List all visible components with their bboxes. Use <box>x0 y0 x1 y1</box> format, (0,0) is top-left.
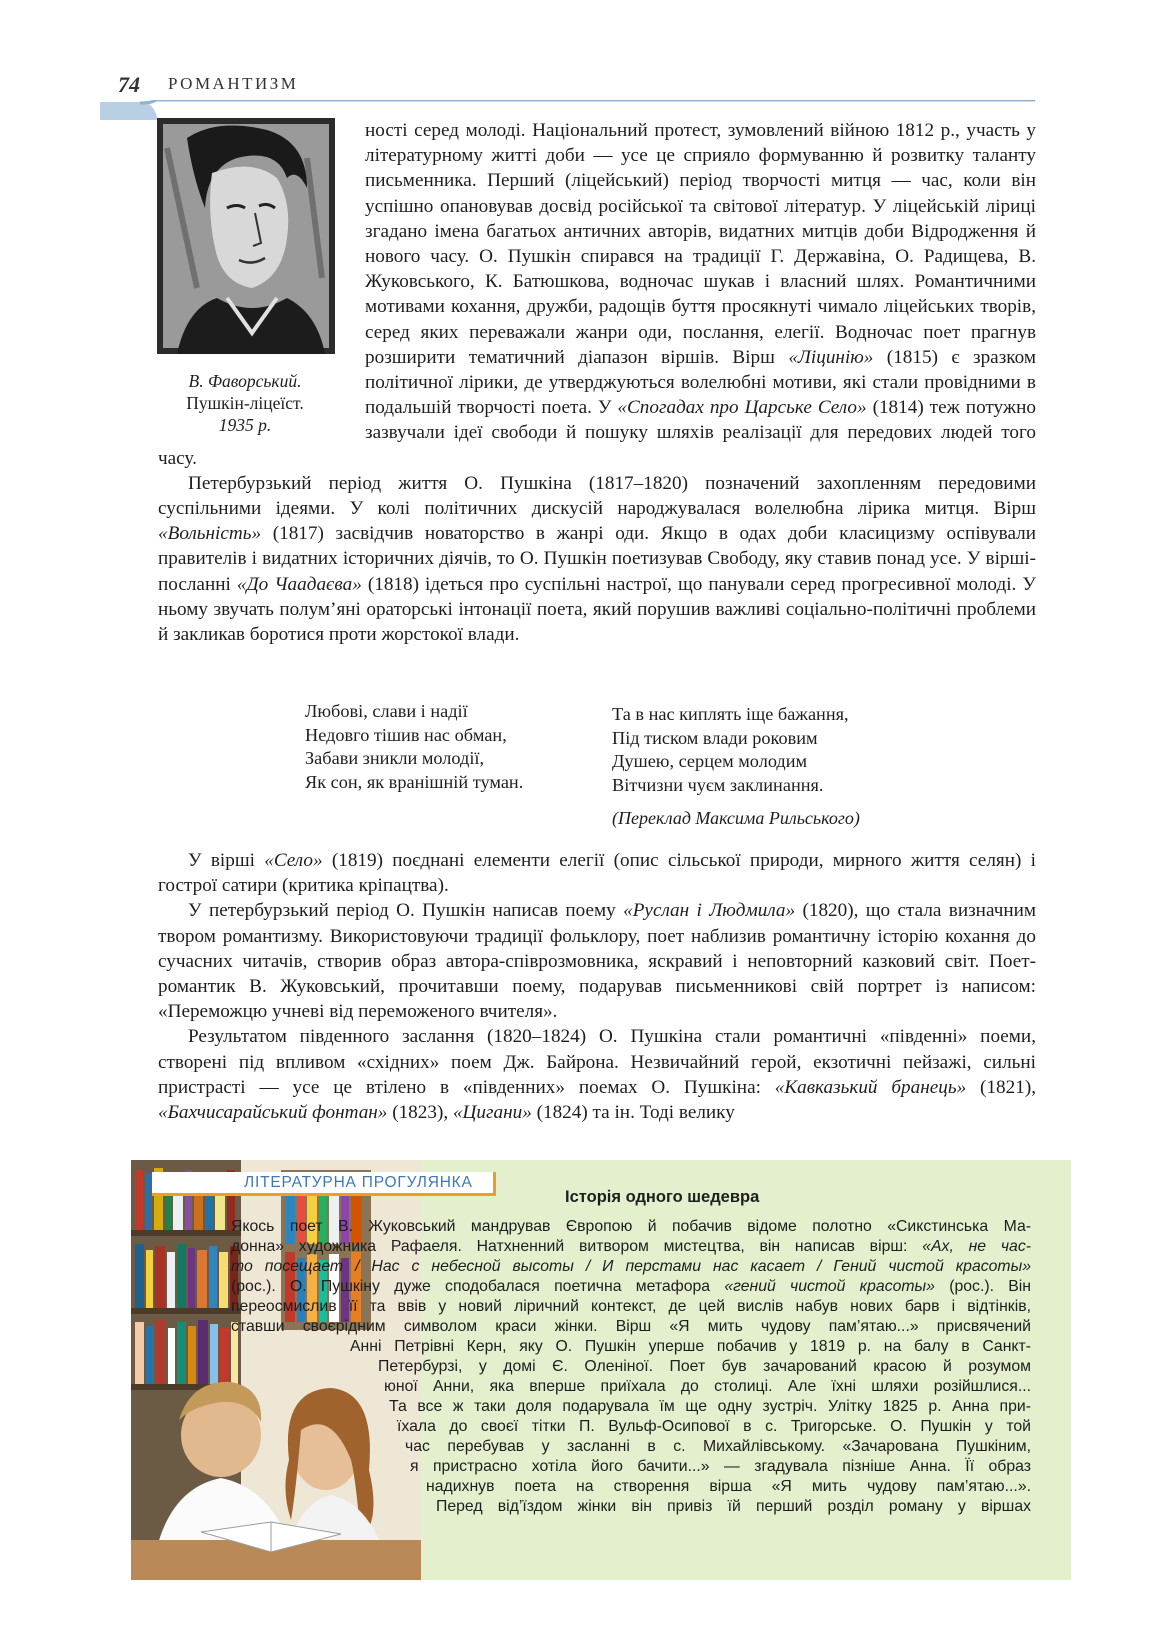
running-title: РОМАНТИЗМ <box>168 74 299 93</box>
box-text-line: Петербурзі, у домі Є. Оленіної. Поет був зачарований красою й розумом <box>378 1358 1031 1375</box>
caption-author: В. Фаворський. <box>188 371 302 391</box>
box-text-line: (рос.). О. Пушкіну дуже сподобалася поетична метафора «гений чистой красоты» (рос.). Він <box>231 1278 1031 1295</box>
main-text-upper <box>158 118 1036 647</box>
poem-line: Та в нас киплять іще бажання, <box>612 704 849 724</box>
section-label-literary-walk: ЛІТЕРАТУРНА ПРОГУЛЯНКА <box>152 1172 496 1196</box>
paragraph-selo: У вірші «Село» (1819) поєднані елементи елегії (опис сільської природи, мирного життя селян) і гострої сатири (критика кріпацтва). <box>158 850 1036 897</box>
box-text-line: ставши своєрідним символом краси жінки. Вірш «Я мить чудову пам’ятаю...» присвячений <box>231 1318 1031 1335</box>
box-text-line: донна» художника Рафаеля. Натхненний витвором мистецтва, він написав вірш: «Ах, не час- <box>231 1238 1031 1255</box>
box-text-line: переосмислив її та ввів у новий ліричний контекст, де цей вислів набув нових барв і відтінків, <box>231 1298 1031 1315</box>
main-text-lower <box>158 848 1036 1125</box>
box-text-line: Та все ж таки доля подарувала їм ще одну зустріч. Улітку 1825 р. Анна при- <box>389 1398 1031 1415</box>
box-text-line: я пристрасно хотіла його бачити...» — згадувала пізніше Анна. Її образ <box>410 1458 1031 1475</box>
poem-line: Любові, слави і надії <box>305 701 468 721</box>
poem-stanza-left <box>305 700 523 794</box>
caption-year: 1935 р. <box>218 415 272 435</box>
box-text-line: їхала до своєї тітки П. Вульф-Осипової в с. Тригорське. О. Пушкін у той <box>397 1418 1031 1435</box>
poem-stanza-right <box>612 703 849 797</box>
box-text-line: Анні Петрівні Керн, яку О. Пушкін уперше побачив у 1819 р. на балу в Санкт- <box>350 1338 1031 1355</box>
poem-line: Під тиском влади роковим <box>612 727 818 748</box>
box-text-line: надихнув поета на створення вірша «Я мить чудову пам’ятаю...». <box>426 1478 1031 1495</box>
caption-title: Пушкін-ліцеїст. <box>186 393 304 413</box>
poem-line: Вітчизни чуєм заклинання. <box>612 774 824 795</box>
poem-line: Забави зникли молодії, <box>305 748 485 768</box>
box-text-line: то посещает / Нас с небесной высоты / И перстами нас касает / Гений чистой красоты» <box>231 1258 1031 1275</box>
box-text-line: Якось поет В. Жуковський мандрував Європою й побачив відоме полотно «Сикстинська Ма- <box>231 1218 1031 1235</box>
translation-credit: (Переклад Максима Рильського) <box>612 808 860 828</box>
paragraph-lyceum-period: ності серед молоді. Національний протест, зумовлений війною 1812 р., участь у літературному житті доби — усе це сприяло формуванню й розвитку таланту письменника. Перший (ліцейський) період творчості митця — час, коли він успішно опановував досвід російської та світової літератур. У ліцейській ліриці згадано імена багатьох античних авторів, видатних митців доби Відродження й нового часу. О. Пушкін спирався на традиції Г. Державіна, О. Радищева, В. Жуковського, К. Батюшкова, водночас шукав і власний шлях. Романтичними мотивами кохання, дружби, радощів буття просякнуті чимало ліцейських творів, серед яких переважали жанри оди, послання, елегії. Водночас поет прагнув розширити тематичний діапазон віршів. Вірш «Ліцинію» (1815) є зразком політичної лірики, де утверджуються волелюбні мотиви, які стали провідними в подальшій творчості поета. У «Спогадах про Царське Село» (1814) теж потужно зазвучали ідеї свободи й пошуку шляхів реалізації для передових людей того часу. <box>158 120 1036 469</box>
box-title: Історія одного шедевра <box>565 1188 760 1206</box>
poem-line: Душею, серцем молодим <box>612 751 808 771</box>
poem-line: Як сон, як вранішній туман. <box>305 771 524 792</box>
paragraph-southern-exile: Результатом південного заслання (1820–1824) О. Пушкіна стали романтичні «південні» поеми, створені під впливом «східних» поем Дж. Байрона. Незвичайний герой, екзотичні пейзажі, сильні пристрасті — усе це втілено в «південних» поемах О. Пушкіна: «Кавказький бранець» (1821), «Бахчисарайський фонтан» (1823), «Цигани» (1824) та ін. Тоді велику <box>158 1026 1036 1124</box>
paragraph-ruslan: У петербурзький період О. Пушкін написав поему «Руслан і Людмила» (1820), що стала визначним твором романтизму. Використовуючи традиції фольклору, поет наблизив романтичну історію кохання до сучасних читачів, створив образ автора-співрозмовника, яскравий і неповторний казковий світ. Поет-романтик В. Жуковський, прочитавши поему, подарував письменникові свій портрет із написом: «Переможцю учневі від переможеного вчителя». <box>158 900 1037 1023</box>
box-text-line: юної Анни, яка вперше приїхала до столиці. Але їхні шляхи розійшлися... <box>384 1378 1031 1395</box>
paragraph-petersburg-period: Петербурзький період життя О. Пушкіна (1817–1820) позначений захопленням передовими суспільними ідеями. У колі політичних дискусій народжувалася волелюбна лірика митця. Вірш «Вольність» (1817) засвідчив новаторство в жанрі оди. Якщо в одах доби класицизму оспівували правителів і видатних історичних діячів, то О. Пушкін поетизував Свободу, яку ставив понад усе. У вірші-посланні «До Чаадаєва» (1818) ідеться про суспільні настрої, що панували серед прогресивної молоді. У ньому звучать полум’яні ораторські інтонації поета, який порушив важливі соціально-політичні проблеми й закликав боротися проти жорстокої влади. <box>158 472 1036 646</box>
poem-line: Недовго тішив нас обман, <box>305 724 507 745</box>
page-number: 74 <box>118 72 140 97</box>
box-text-line: час перебував у засланні в с. Михайлівському. «Зачарована Пушкіним, <box>405 1438 1031 1455</box>
box-text-line: Перед від’їздом жінки він привіз їй перший розділ роману у віршах <box>436 1498 1031 1515</box>
